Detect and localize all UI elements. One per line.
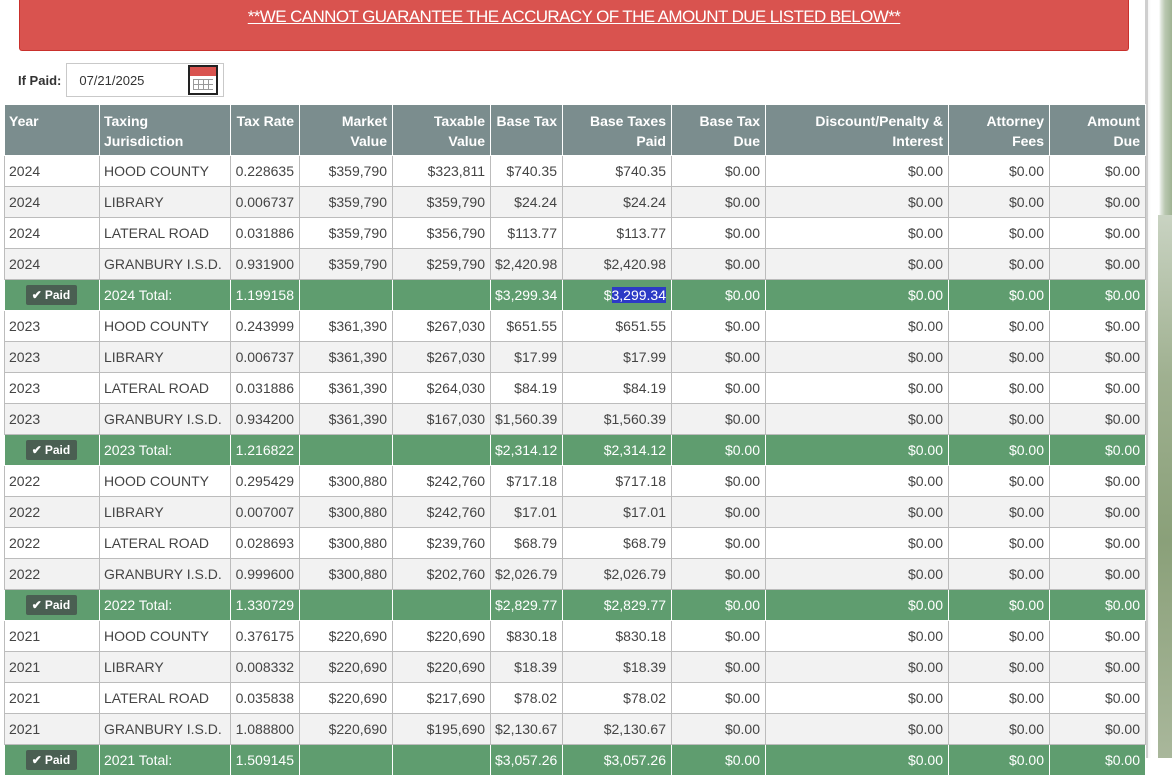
table-cell: GRANBURY I.S.D. (100, 249, 231, 280)
table-cell: 0.006737 (231, 342, 300, 373)
if-paid-label: If Paid: (18, 72, 62, 88)
table-cell: GRANBURY I.S.D. (100, 404, 231, 435)
table-cell: $24.24 (491, 187, 563, 218)
table-cell: $113.77 (491, 218, 563, 249)
table-cell: $267,030 (393, 342, 491, 373)
table-row (5, 373, 1146, 404)
table-cell: $361,390 (300, 311, 393, 342)
table-cell: LIBRARY (100, 497, 231, 528)
check-icon: ✔ (31, 443, 42, 457)
table-cell (393, 745, 491, 776)
table-cell: $24.24 (563, 187, 672, 218)
table-cell: HOOD COUNTY (100, 156, 231, 187)
column-header-text: Taxing (104, 113, 149, 129)
column-header-text: Base Tax (699, 113, 760, 129)
table-cell: $0.00 (672, 497, 766, 528)
table-cell: LATERAL ROAD (100, 528, 231, 559)
table-cell: $0.00 (949, 187, 1050, 218)
table-cell: $0.00 (672, 280, 766, 311)
table-cell: $1,560.39 (491, 404, 563, 435)
table-cell: LATERAL ROAD (100, 218, 231, 249)
table-cell: $167,030 (393, 404, 491, 435)
table-cell: $651.55 (491, 311, 563, 342)
table-cell: $242,760 (393, 497, 491, 528)
table-cell: $0.00 (766, 745, 949, 776)
table-cell: $220,690 (300, 652, 393, 683)
table-cell: $0.00 (672, 373, 766, 404)
table-cell: 0.028693 (231, 528, 300, 559)
table-cell: $0.00 (1050, 590, 1146, 621)
column-header (949, 105, 1050, 156)
table-cell: $239,760 (393, 528, 491, 559)
table-cell: $0.00 (1050, 466, 1146, 497)
table-cell: $0.00 (1050, 714, 1146, 745)
table-cell: $0.00 (949, 373, 1050, 404)
table-cell: $0.00 (949, 466, 1050, 497)
table-cell: $0.00 (672, 342, 766, 373)
table-cell (563, 280, 672, 311)
table-cell: $0.00 (672, 559, 766, 590)
column-header-text: Due (733, 133, 760, 149)
table-cell: $0.00 (949, 280, 1050, 311)
table-cell: $220,690 (393, 652, 491, 683)
year-total-row (5, 590, 1146, 621)
column-header (393, 105, 491, 156)
table-row (5, 311, 1146, 342)
table-cell: $0.00 (1050, 621, 1146, 652)
paid-badge (26, 595, 77, 615)
table-cell: $717.18 (491, 466, 563, 497)
table-cell: $0.00 (949, 497, 1050, 528)
column-header (5, 105, 100, 156)
table-cell: 2023 (5, 404, 100, 435)
table-cell: $651.55 (563, 311, 672, 342)
table-cell: LIBRARY (100, 187, 231, 218)
table-cell: $2,026.79 (491, 559, 563, 590)
table-cell: 1.509145 (231, 745, 300, 776)
table-cell: $0.00 (766, 652, 949, 683)
column-header-text: Due (1113, 133, 1140, 149)
table-cell (5, 745, 100, 776)
table-cell: 0.243999 (231, 311, 300, 342)
table-cell: $113.77 (563, 218, 672, 249)
table-cell: 2023 (5, 342, 100, 373)
column-header (300, 105, 393, 156)
table-cell: $0.00 (766, 466, 949, 497)
paid-badge (26, 440, 77, 460)
table-cell: $0.00 (766, 280, 949, 311)
table-cell: $259,790 (393, 249, 491, 280)
calendar-icon[interactable] (188, 65, 218, 95)
table-cell: 1.199158 (231, 280, 300, 311)
table-cell (5, 435, 100, 466)
table-cell: $68.79 (491, 528, 563, 559)
table-cell: $0.00 (1050, 342, 1146, 373)
column-header-text: Tax Rate (236, 113, 294, 129)
table-cell: 0.035838 (231, 683, 300, 714)
table-cell: 0.295429 (231, 466, 300, 497)
table-cell: 2023 (5, 373, 100, 404)
year-total-row (5, 745, 1146, 776)
table-row (5, 714, 1146, 745)
table-cell: $3,057.26 (491, 745, 563, 776)
table-cell: 0.999600 (231, 559, 300, 590)
background-edge (1145, 0, 1172, 758)
table-cell (393, 280, 491, 311)
table-cell: $3,299.34 (491, 280, 563, 311)
table-cell: 0.934200 (231, 404, 300, 435)
table-cell: $2,420.98 (491, 249, 563, 280)
table-cell: $0.00 (949, 683, 1050, 714)
paid-badge (26, 750, 77, 770)
table-cell (5, 590, 100, 621)
table-row (5, 249, 1146, 280)
table-cell: $264,030 (393, 373, 491, 404)
table-cell: $359,790 (300, 187, 393, 218)
table-cell: $2,130.67 (491, 714, 563, 745)
table-cell: $267,030 (393, 311, 491, 342)
table-cell: $0.00 (766, 187, 949, 218)
table-cell: $0.00 (672, 714, 766, 745)
column-header-text: Year (9, 113, 39, 129)
table-cell: $740.35 (491, 156, 563, 187)
table-cell: 2021 (5, 683, 100, 714)
table-cell: $359,790 (393, 187, 491, 218)
table-cell: $0.00 (766, 621, 949, 652)
table-cell: 2023 (5, 311, 100, 342)
table-row (5, 683, 1146, 714)
table-cell: $0.00 (949, 621, 1050, 652)
table-cell: $84.19 (491, 373, 563, 404)
table-cell: 0.228635 (231, 156, 300, 187)
table-cell: $361,390 (300, 342, 393, 373)
table-cell: $0.00 (766, 683, 949, 714)
table-cell: $0.00 (1050, 404, 1146, 435)
table-cell: $0.00 (766, 342, 949, 373)
column-header (100, 105, 231, 156)
table-cell: $0.00 (766, 590, 949, 621)
table-cell: $0.00 (1050, 249, 1146, 280)
table-cell: $202,760 (393, 559, 491, 590)
table-cell: 2021 (5, 621, 100, 652)
paid-badge (26, 285, 77, 305)
table-cell: $0.00 (949, 404, 1050, 435)
table-cell (300, 590, 393, 621)
table-cell: $0.00 (949, 559, 1050, 590)
table-cell (393, 435, 491, 466)
table-cell: $0.00 (672, 249, 766, 280)
table-cell: $0.00 (672, 528, 766, 559)
table-cell: 0.007007 (231, 497, 300, 528)
table-cell: $220,690 (300, 714, 393, 745)
table-cell: $0.00 (1050, 528, 1146, 559)
table-cell: $0.00 (672, 590, 766, 621)
table-cell: 0.376175 (231, 621, 300, 652)
table-cell: 0.006737 (231, 187, 300, 218)
table-cell: $0.00 (766, 373, 949, 404)
table-cell: $300,880 (300, 466, 393, 497)
table-cell: HOOD COUNTY (100, 311, 231, 342)
paid-label: Paid (44, 443, 71, 457)
table-cell: $17.01 (491, 497, 563, 528)
table-cell: $0.00 (672, 311, 766, 342)
table-cell: 2022 Total: (100, 590, 231, 621)
table-cell: $17.99 (563, 342, 672, 373)
table-cell: $0.00 (1050, 652, 1146, 683)
table-cell: $0.00 (949, 435, 1050, 466)
table-cell: $242,760 (393, 466, 491, 497)
table-cell: $0.00 (1050, 559, 1146, 590)
table-cell: $0.00 (949, 311, 1050, 342)
table-cell: $17.01 (563, 497, 672, 528)
if-paid-control (18, 63, 224, 97)
table-cell: $3,057.26 (563, 745, 672, 776)
table-cell (300, 435, 393, 466)
table-cell: 2021 (5, 652, 100, 683)
table-cell: $0.00 (766, 714, 949, 745)
year-total-row (5, 435, 1146, 466)
background-photo (1158, 215, 1172, 758)
table-cell (300, 280, 393, 311)
table-cell: $0.00 (1050, 745, 1146, 776)
column-header (672, 105, 766, 156)
table-cell: 0.031886 (231, 373, 300, 404)
table-body (5, 156, 1146, 776)
column-header-text: Value (448, 133, 485, 149)
table-cell: $0.00 (949, 528, 1050, 559)
year-total-row (5, 280, 1146, 311)
table-cell: $0.00 (672, 683, 766, 714)
table-cell: $0.00 (766, 249, 949, 280)
table-cell: $220,690 (393, 621, 491, 652)
table-cell: 1.330729 (231, 590, 300, 621)
table-cell (5, 280, 100, 311)
table-cell: $0.00 (949, 714, 1050, 745)
table-cell: $18.39 (563, 652, 672, 683)
table-cell: 1.216822 (231, 435, 300, 466)
check-icon: ✔ (31, 598, 42, 612)
table-cell: $740.35 (563, 156, 672, 187)
table-cell: $356,790 (393, 218, 491, 249)
table-cell: $220,690 (300, 621, 393, 652)
table-cell: $0.00 (672, 435, 766, 466)
table-cell: $0.00 (1050, 218, 1146, 249)
table-cell: $300,880 (300, 559, 393, 590)
table-cell: $0.00 (672, 187, 766, 218)
table-row (5, 528, 1146, 559)
paid-label: Paid (44, 598, 71, 612)
table-cell: 2022 (5, 528, 100, 559)
table-cell: $0.00 (766, 156, 949, 187)
column-header-text: Attorney (986, 113, 1044, 129)
table-row (5, 652, 1146, 683)
table-cell: GRANBURY I.S.D. (100, 559, 231, 590)
column-header-text: Amount (1087, 113, 1140, 129)
table-cell: $0.00 (949, 590, 1050, 621)
table-cell: 0.008332 (231, 652, 300, 683)
table-cell: $830.18 (491, 621, 563, 652)
table-cell: $0.00 (949, 745, 1050, 776)
table-cell: 2024 (5, 156, 100, 187)
table-cell: $0.00 (1050, 373, 1146, 404)
column-header (1050, 105, 1146, 156)
table-cell: $717.18 (563, 466, 672, 497)
table-row (5, 187, 1146, 218)
table-cell: 2024 (5, 187, 100, 218)
table-cell: $0.00 (949, 156, 1050, 187)
selected-text: 3,299.34 (611, 287, 666, 303)
table-cell: $0.00 (672, 621, 766, 652)
column-header-text: Fees (1012, 133, 1044, 149)
check-icon: ✔ (31, 288, 42, 302)
table-cell: $0.00 (1050, 280, 1146, 311)
table-cell: $0.00 (1050, 683, 1146, 714)
table-cell: $78.02 (563, 683, 672, 714)
table-cell: 1.088800 (231, 714, 300, 745)
table-cell: $0.00 (766, 218, 949, 249)
table-cell: $84.19 (563, 373, 672, 404)
table-cell: $2,829.77 (563, 590, 672, 621)
table-cell (393, 590, 491, 621)
table-cell: $0.00 (766, 311, 949, 342)
table-cell: 2024 (5, 218, 100, 249)
check-icon: ✔ (31, 753, 42, 767)
table-cell: $2,130.67 (563, 714, 672, 745)
table-row (5, 156, 1146, 187)
table-cell: LIBRARY (100, 342, 231, 373)
table-cell: $2,829.77 (491, 590, 563, 621)
table-cell: $0.00 (1050, 497, 1146, 528)
table-cell: $0.00 (1050, 156, 1146, 187)
column-header (766, 105, 949, 156)
column-header-text: Market (341, 113, 387, 129)
column-header (563, 105, 672, 156)
table-header (5, 105, 1146, 156)
table-cell: 2021 Total: (100, 745, 231, 776)
column-header-text: Value (350, 133, 387, 149)
table-cell: 2024 (5, 249, 100, 280)
table-cell: $2,314.12 (563, 435, 672, 466)
table-row (5, 621, 1146, 652)
table-cell: $0.00 (949, 249, 1050, 280)
table-row (5, 559, 1146, 590)
table-row (5, 218, 1146, 249)
table-row (5, 466, 1146, 497)
table-cell: $0.00 (949, 342, 1050, 373)
table-cell: GRANBURY I.S.D. (100, 714, 231, 745)
table-cell: 2024 Total: (100, 280, 231, 311)
table-cell: LATERAL ROAD (100, 373, 231, 404)
table-cell: $359,790 (300, 156, 393, 187)
table-cell: HOOD COUNTY (100, 621, 231, 652)
column-header-text: Discount/Penalty & (815, 113, 943, 129)
table-cell (300, 745, 393, 776)
table-cell: $0.00 (672, 218, 766, 249)
if-paid-date-value: 07/21/2025 (79, 72, 145, 88)
table-cell: $0.00 (672, 156, 766, 187)
paid-label: Paid (44, 288, 71, 302)
table-cell: HOOD COUNTY (100, 466, 231, 497)
table-row (5, 342, 1146, 373)
table-cell: $0.00 (672, 745, 766, 776)
table-cell: $0.00 (672, 466, 766, 497)
accuracy-warning-banner (19, 0, 1129, 51)
table-cell: 0.931900 (231, 249, 300, 280)
table-cell: $0.00 (672, 404, 766, 435)
table-cell: $220,690 (300, 683, 393, 714)
table-cell: $18.39 (491, 652, 563, 683)
table-cell: $0.00 (672, 652, 766, 683)
table-cell: $2,026.79 (563, 559, 672, 590)
column-header-text: Base Tax (496, 113, 557, 129)
table-cell: 0.031886 (231, 218, 300, 249)
cell-text: $ (603, 287, 612, 303)
table-cell: $0.00 (1050, 435, 1146, 466)
table-cell: 2022 (5, 497, 100, 528)
table-cell: $359,790 (300, 249, 393, 280)
table-cell: $0.00 (949, 652, 1050, 683)
table-cell: 2021 (5, 714, 100, 745)
table-cell: $0.00 (1050, 187, 1146, 218)
table-cell: $195,690 (393, 714, 491, 745)
table-row (5, 497, 1146, 528)
column-header (231, 105, 300, 156)
table-cell: $300,880 (300, 497, 393, 528)
table-cell: $0.00 (766, 404, 949, 435)
column-header (491, 105, 563, 156)
column-header-text: Base Taxes (589, 113, 666, 129)
warning-text: **WE CANNOT GUARANTEE THE ACCURACY OF THE AMOUNT DUE LISTED BELOW** (247, 7, 901, 26)
table-cell: $361,390 (300, 404, 393, 435)
table-cell: $323,811 (393, 156, 491, 187)
table-cell: $17.99 (491, 342, 563, 373)
table-cell: $0.00 (766, 528, 949, 559)
table-cell: $0.00 (1050, 311, 1146, 342)
table-cell: 2023 Total: (100, 435, 231, 466)
table-cell: $359,790 (300, 218, 393, 249)
column-header-text: Paid (636, 133, 666, 149)
table-row (5, 404, 1146, 435)
table-cell: $1,560.39 (563, 404, 672, 435)
table-cell: 2022 (5, 559, 100, 590)
column-header-text: Jurisdiction (104, 133, 184, 149)
table-cell: $300,880 (300, 528, 393, 559)
table-cell: $830.18 (563, 621, 672, 652)
if-paid-date-input[interactable] (66, 63, 224, 97)
column-header-text: Interest (892, 133, 943, 149)
table-cell: $78.02 (491, 683, 563, 714)
table-cell: $361,390 (300, 373, 393, 404)
table-cell: LATERAL ROAD (100, 683, 231, 714)
table-cell: 2022 (5, 466, 100, 497)
table-cell: LIBRARY (100, 652, 231, 683)
column-header-text: Taxable (433, 113, 485, 129)
table-cell: $0.00 (949, 218, 1050, 249)
table-cell: $0.00 (766, 435, 949, 466)
table-cell: $68.79 (563, 528, 672, 559)
table-cell: $0.00 (766, 559, 949, 590)
table-cell: $217,690 (393, 683, 491, 714)
table-cell: $2,420.98 (563, 249, 672, 280)
table-cell: $0.00 (766, 497, 949, 528)
table-cell: $2,314.12 (491, 435, 563, 466)
tax-table (4, 104, 1146, 776)
paid-label: Paid (44, 753, 71, 767)
